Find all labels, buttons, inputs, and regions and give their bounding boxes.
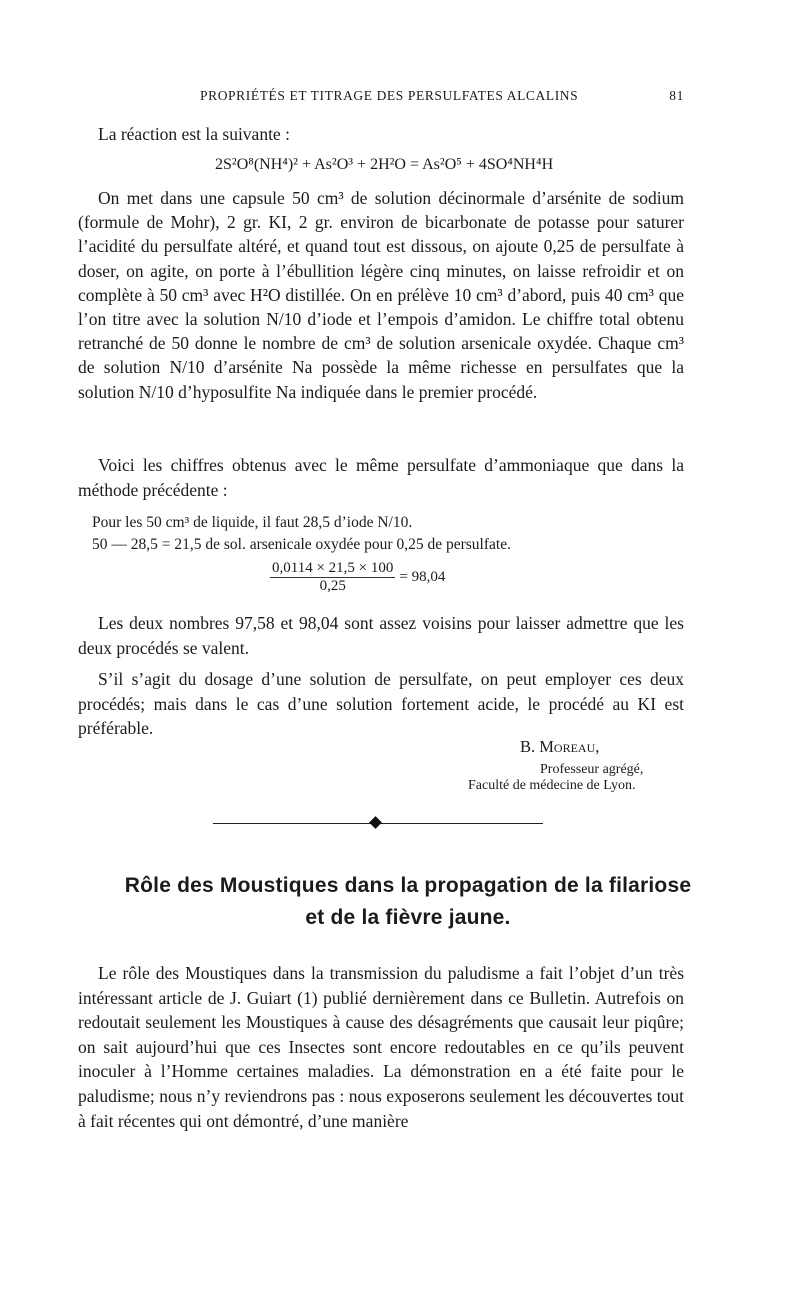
page-number: 81 (669, 88, 684, 103)
running-header-title: PROPRIÉTÉS ET TITRAGE DES PERSULFATES ALCALINS (200, 88, 579, 103)
divider-diamond-icon (369, 816, 382, 829)
fraction-denominator: 0,25 (319, 578, 346, 594)
article-title-line-2: et de la fièvre jaune. (305, 906, 511, 929)
chemical-reaction: 2S²O⁸(NH⁴)² + As²O³ + 2H²O = As²O⁵ + 4SO⁴NH⁴H (215, 156, 554, 173)
fraction-numerator: 0,0114 × 21,5 × 100 (272, 560, 394, 576)
method-paragraph: On met dans une capsule 50 cm³ de solution décinormale d’arsénite de sodium (formule de Mohr), 2 gr. KI, 2 gr. environ de bicarbonate de potasse pour saturer l’acidité du persulfate altéré, et quand tout est dissous, on ajoute 0,25 de persulfate à doser, on agite, on porte à l’ébullition légère cinq minutes, on laisse refroidir et on complète à 50 cm³ avec H²O distillée. On en prélève 10 cm³ d’abord, puis 40 cm³ que l’on titre avec la solution N/10 d’iode et l’empois d’amidon. Le chiffre total obtenu retranché de 50 donne le nombre de cm³ de solution arsenicale oxydée. Chaque cm³ de solution N/10 d’arsénite Na possède la même richesse en persulfates que la solution N/10 d’hyposulfite Na indiquée dans le premier procédé. (78, 188, 684, 402)
comparison-paragraph: Les deux nombres 97,58 et 98,04 sont assez voisins pour laisser admettre que les deux procédés se valent. (78, 613, 684, 658)
calc-line-1: Pour les 50 cm³ de liquide, il faut 28,5 d’iode N/10. (92, 514, 413, 531)
fraction-result: = 98,04 (399, 569, 446, 585)
signature-role: Professeur agrégé, (540, 762, 644, 777)
article-body-paragraph: Le rôle des Moustiques dans la transmission du paludisme a fait l’objet d’un très intéressant article de J. Guiart (1) publié dernièrement dans ce Bulletin. Autrefois on redoutait seulement les Moustiques à cause des désagréments que causait leur piqûre; on sait aujourd’hui que ces Insectes sont encore redoutables en ce qu’ils peuvent inoculer à l’Homme certaines maladies. La démonstration en a été faite pour le paludisme; nous n’y reviendrons pas : nous exposerons seulement les découvertes tout à fait récentes qui ont démontré, d’une manière (78, 963, 684, 1131)
calc-line-2: 50 — 28,5 = 21,5 de sol. arsenicale oxydée pour 0,25 de persulfate. (92, 536, 511, 553)
calculation-fraction (270, 560, 530, 595)
signature-name: B. Moreau, (520, 737, 600, 756)
reaction-intro: La réaction est la suivante : (98, 124, 290, 144)
article-title-line-1: Rôle des Moustiques dans la propagation de la filariose (124, 874, 692, 897)
fraction (270, 560, 395, 595)
signature-affiliation: Faculté de médecine de Lyon. (468, 778, 636, 793)
results-intro: Voici les chiffres obtenus avec le même persulfate d’ammoniaque que dans la méthode précédente : (78, 455, 684, 500)
conclusion-paragraph: S’il s’agit du dosage d’une solution de persulfate, on peut employer ces deux procédés; mais dans le cas d’une solution fortement acide, le procédé au KI est préférable. (78, 669, 684, 738)
